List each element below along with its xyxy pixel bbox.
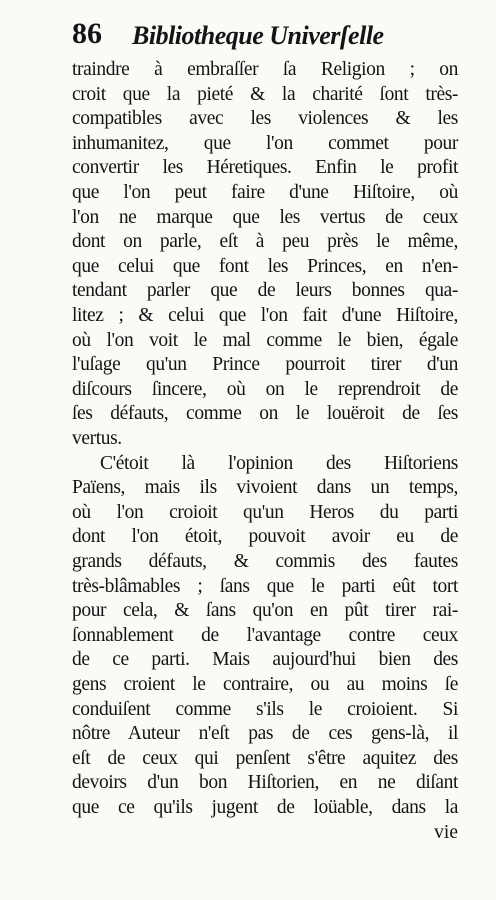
- text-line: ſonnablement de l'avantage contre ceux: [72, 624, 458, 646]
- text-line: dont on parle, eſt à peu près le même,: [72, 231, 458, 253]
- text-line: traindre à embraſſer ſa Religion ; on: [72, 59, 458, 80]
- text-line: que l'on peut faire d'une Hiſtoire, où: [72, 182, 458, 203]
- text-line: où l'on croioit qu'un Heros du parti: [72, 501, 458, 523]
- text-line: vertus.: [72, 428, 122, 449]
- text-line: inhumanitez, que l'on commet pour: [72, 132, 458, 154]
- text-line: diſcours ſincere, où on le reprendroit de: [72, 378, 458, 400]
- text-line: dont l'on étoit, pouvoit avoir eu de: [72, 526, 458, 548]
- text-line: litez ; & celui que l'on fait d'une Hiſtoire,: [72, 305, 458, 326]
- text-line: eſt de ceux qui penſent s'être aquitez des: [72, 747, 458, 769]
- text-line: que celui que font les Princes, en n'en-: [72, 255, 458, 277]
- text-line: nôtre Auteur n'eſt pas de ces gens-là, il: [72, 723, 458, 745]
- text-line: convertir les Héretiques. Enfin le profit: [72, 157, 458, 179]
- text-line: pour cela, & ſans qu'on en pût tirer rai-: [72, 600, 458, 622]
- text-line: devoirs d'un bon Hiſtorien, en ne diſant: [72, 772, 458, 794]
- text-line: que ce qu'ils jugent de loüable, dans la: [72, 797, 458, 818]
- text-line: tendant parler que de leurs bonnes qua-: [72, 280, 458, 302]
- text-line: très-blâmables ; ſans que le parti eût tort: [72, 575, 458, 597]
- running-title: Bibliotheque Univerſelle: [132, 21, 384, 50]
- text-line: conduiſent comme s'ils le croioient. Si: [72, 698, 458, 720]
- page-number: 86: [72, 17, 102, 50]
- catchword: vie: [434, 821, 458, 843]
- text-line: l'on ne marque que les vertus de ceux: [72, 206, 458, 228]
- text-line: croit que la pieté & la charité ſont très-: [72, 83, 458, 105]
- text-line: de ce parti. Mais aujourd'hui bien des: [72, 649, 458, 671]
- text-line: Païens, mais ils vivoient dans un temps,: [72, 477, 458, 499]
- page-header: [72, 14, 472, 54]
- text-line: grands défauts, & commis des fautes: [72, 551, 458, 572]
- paragraph-start-line: C'étoit là l'opinion des Hiſtoriens: [100, 452, 458, 474]
- text-line: compatibles avec les violences & les: [72, 108, 458, 130]
- text-line: où l'on voit le mal comme le bien, égale: [72, 329, 458, 351]
- text-line: l'uſage qu'un Prince pourroit tirer d'un: [72, 354, 458, 376]
- text-line: gens croient le contraire, ou au moins ſe: [72, 674, 458, 695]
- text-line: ſes défauts, comme on le louëroit de ſes: [72, 403, 458, 425]
